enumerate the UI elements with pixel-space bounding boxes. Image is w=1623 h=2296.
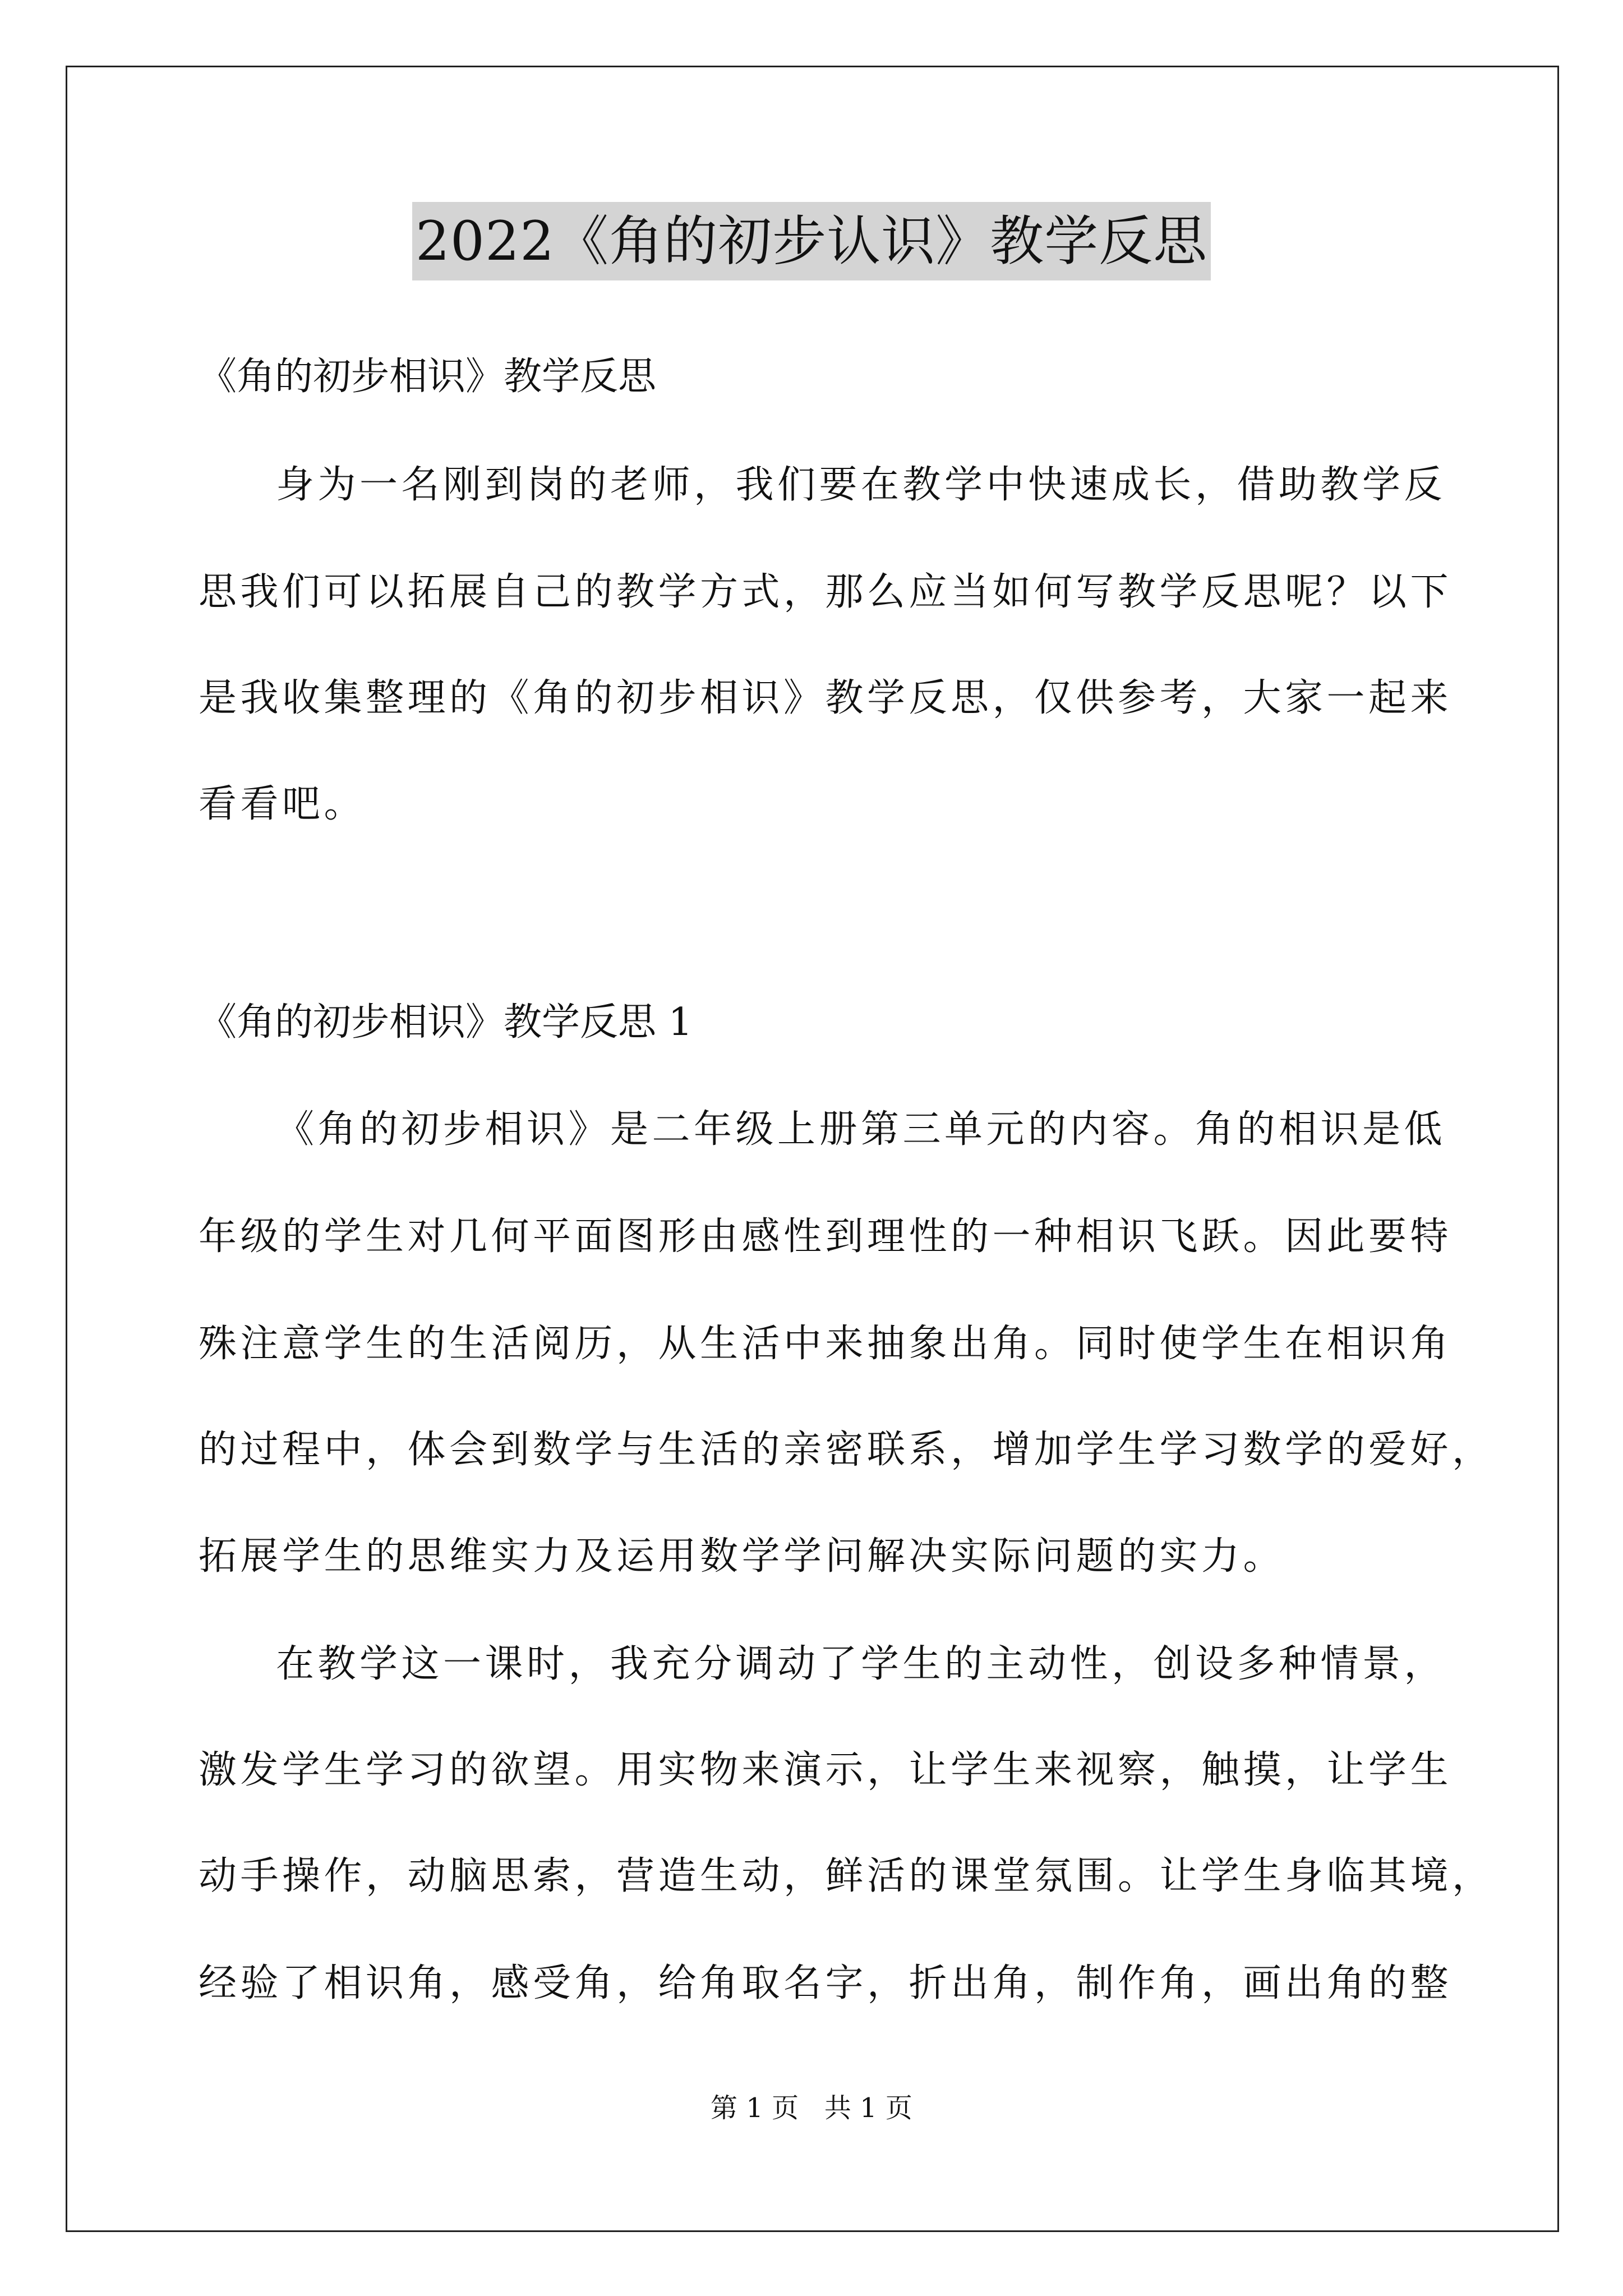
- paragraph2-line-4: 经验了相识角，感受角，给角取名字，折出角，制作角，画出角的整: [199, 1961, 1453, 2005]
- paragraph1-line-3: 殊注意学生的生活阅历，从生活中来抽象出角。同时使学生在相识角: [199, 1322, 1453, 1366]
- intro-line-1: 身为一名刚到岗的老师，我们要在教学中快速成长，借助教学反: [276, 463, 1446, 507]
- document-title: 2022《角的初步认识》教学反思: [412, 202, 1211, 280]
- title-wrap: [0, 202, 1623, 280]
- paragraph1-line-5: 拓展学生的思维实力及运用数学学问解决实际问题的实力。: [199, 1534, 1285, 1579]
- intro-line-3: 是我收集整理的《角的初步相识》教学反思，仅供参考，大家一起来: [199, 676, 1453, 720]
- paragraph2-line-3: 动手操作，动脑思索，营造生动，鲜活的课堂氛围。让学生身临其境，: [199, 1854, 1494, 1898]
- page-footer: 第 1 页 共 1 页: [711, 2092, 912, 2124]
- paragraph1-line-4: 的过程中，体会到数学与生活的亲密联系，增加学生学习数学的爱好，: [199, 1428, 1494, 1472]
- paragraph1-line-1: 《角的初步相识》是二年级上册第三单元的内容。角的相识是低: [276, 1107, 1446, 1152]
- document-subtitle: 《角的初步相识》教学反思: [199, 355, 657, 399]
- section-heading: 《角的初步相识》教学反思 1: [199, 1000, 693, 1045]
- paragraph2-line-2: 激发学生学习的欲望。用实物来演示，让学生来视察，触摸，让学生: [199, 1748, 1453, 1792]
- intro-line-4: 看看吧。: [199, 782, 366, 826]
- paragraph1-line-2: 年级的学生对几何平面图形由感性到理性的一种相识飞跃。因此要特: [199, 1214, 1453, 1259]
- intro-line-2: 思我们可以拓展自己的教学方式，那么应当如何写教学反思呢？以下: [199, 570, 1453, 614]
- paragraph2-line-1: 在教学这一课时，我充分调动了学生的主动性，创设多种情景，: [276, 1642, 1446, 1686]
